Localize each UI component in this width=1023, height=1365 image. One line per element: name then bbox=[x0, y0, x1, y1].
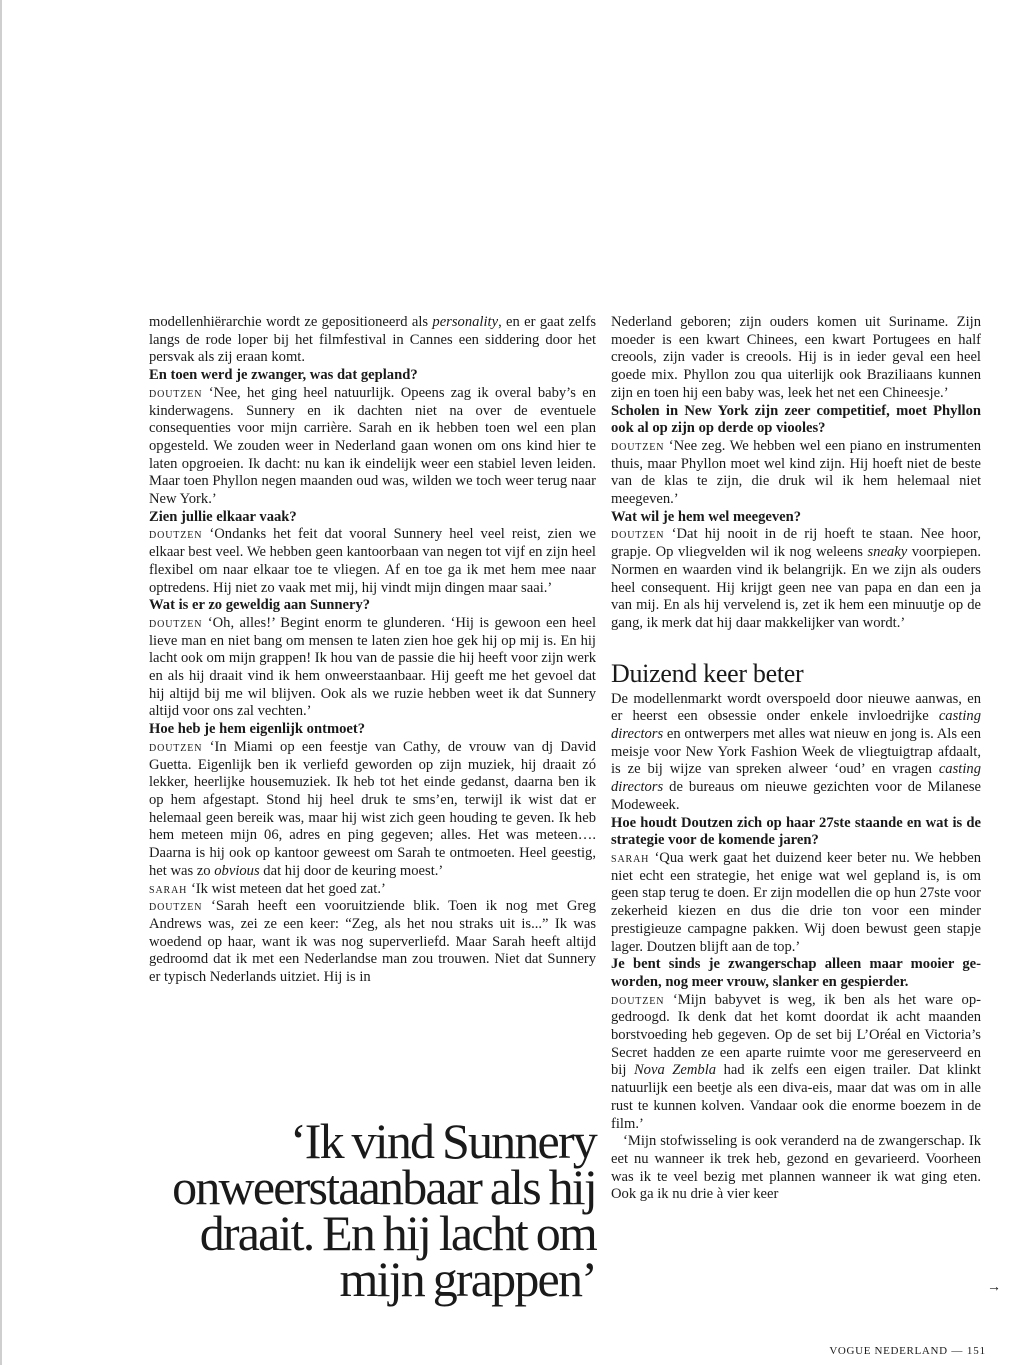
text-run: voorpiepen. Normen en waarden vind ik belangrijk. En we zijn als ouders heel consequent. Hij krijgt geen nee van papa en dan een ja van mij. En als hij vervelend is, zet ik hem een minuutje op de gang, ik merk dat hij daar makkelijker van wordt.’ bbox=[611, 544, 981, 631]
speaker-name: doutzen bbox=[611, 526, 665, 543]
speaker-name: sarah bbox=[611, 849, 650, 866]
interview-answer bbox=[149, 385, 596, 509]
speaker-name: doutzen bbox=[149, 738, 203, 755]
speaker-name: doutzen bbox=[149, 614, 203, 631]
italic-text: casting directors bbox=[611, 761, 981, 796]
interview-answer bbox=[611, 438, 981, 509]
italic-text: personality bbox=[432, 314, 499, 330]
text-run: de bureaus om nieuwe gezichten voor de Milanese Modeweek. bbox=[611, 779, 981, 813]
text-run: ‘Qua werk gaat het duizend keer beter nu. We hebben niet echt een strategie, het enige wat wel gepland is, is om geen stap terug te doen. Er zijn modellen die op hun 27ste voor zekerheid kiezen en dus die drie ton voor een minder prestigieuze campagne pakken. Wij doen bewust geen stapje lager. Doutzen blijft aan de top.’ bbox=[611, 849, 981, 955]
section-heading: Duizend keer beter bbox=[611, 658, 804, 688]
interview-question: Hoe heb je hem eigenlijk ontmoet? bbox=[149, 721, 366, 738]
text-run: en ontwerpers met alles wat nieuw en jong is. Als een meisje voor New York Fashion Week de vliegtuigtrap afdaalt, is ze bij wijze van spreken alweer ‘oud’ en vragen bbox=[611, 726, 981, 778]
interview-answer bbox=[611, 850, 981, 956]
text-run: dat hij door de keuring moest.’ bbox=[259, 862, 444, 879]
speaker-name: doutzen bbox=[149, 898, 203, 915]
interview-question: Zien jullie elkaar vaak? bbox=[149, 508, 297, 525]
text-run: ‘Ondanks het feit dat vooral Sunnery heel veel reist, zien we elkaar best veel. We hebben geen kantoorbaan van negen tot vijf en zijn heel flexibel om naar elkaar toe te vliegen. Af en toe ga ik met hem mee naar optredens. Hij niet zo vaak met mij, hij vindt mijn dingen maar saai.’ bbox=[149, 526, 596, 596]
magazine-name: VOGUE NEDERLAND bbox=[829, 1345, 948, 1357]
text-run: ‘Mijn stofwisseling is ook veranderd na de zwangerschap. Ik eet nu wanneer ik trek heb, gezond en gevarieerd. Voorheen was ik te veel bezig met plannen wanneer ik wat ging eten. Ook ga ik nu drie à vier keer bbox=[611, 1133, 981, 1203]
text-run: De modellenmarkt wordt overspoeld door nieuwe aanwas, en er heerst een obsessie onder enkele invloedrijke bbox=[611, 690, 981, 725]
italic-text: obvious bbox=[214, 862, 260, 879]
speaker-name: doutzen bbox=[611, 437, 665, 454]
interview-question: Wat wil je hem wel meegeven? bbox=[611, 508, 802, 525]
body-paragraph bbox=[611, 314, 981, 403]
speaker-name: doutzen bbox=[149, 384, 203, 401]
text-run: ‘In Miami op een feestje van Cathy, de vrouw van dj David Guetta. Eigenlijk ben ik verliefd geworden op zijn muziek, hij draait zó lekker, heerlijke housemuziek. Ik heb tot het einde gedanst, daarna ben ik op hem afgestapt. Stond hij heel druk te sms’en, terwijl ik wist dat er helemaal geen bereik was, maar hij wist zich geen houding te geven. Ik heb hem meteen mijn 06, adres en ping gegeven; alles. Het was meteen…. Daarna is hij ook op kantoor geweest om Sarah te ontmoeten. Heel geestig, het was zo bbox=[149, 738, 596, 879]
body-paragraph bbox=[611, 1133, 981, 1204]
interview-answer bbox=[149, 881, 596, 899]
text-run: had ik zelfs een eigen trailer. Dat klinkt natuurlijk een beetje als een diva-eis, maar dat was om in alle rust te kunnen kolven. Vandaar ook die enorme boezem in de film.’ bbox=[611, 1062, 981, 1132]
speaker-name: doutzen bbox=[611, 991, 665, 1008]
text-run: ‘Nee zeg. We hebben wel een piano en instrumenten thuis, maar Phyllon moet wel kind zijn. Hij hoeft niet de beste van de klas te zijn, die druk wil ik hem helemaal niet meegeven.’ bbox=[611, 437, 981, 508]
text-run: ‘Oh, alles!’ Begint enorm te glunderen. ‘Hij is gewoon een heel lieve man en niet bang om mensen te laten zien hoe gek hij op mij is. En hij lacht ook om mijn grappen! Ik hou van de passie die hij heeft voor zijn werk en als hij draait vind ik hem onweerstaanbaar. Hij geeft me het gevoel dat hij altijd bij me wil blijven. Ook als we ruzie hebben weet ik dat Sunnery altijd voor ons zal vechten.’ bbox=[149, 614, 597, 720]
page-edge bbox=[0, 0, 2, 1365]
interview-question: En toen werd je zwanger, was dat gepland? bbox=[149, 367, 418, 384]
text-run: modellenhiërarchie wordt ze gepositioneerd als bbox=[149, 314, 433, 330]
interview-answer bbox=[149, 739, 596, 881]
text-run: ‘Sarah heeft een vooruitziende blik. Toen ik nog met Greg Andrews was, zei ze een keer: “Zeg, als het nou straks uit is...” Ik was woedend op haar, want ik was nog superverliefd. Maar Sarah heeft altijd gedroomd dat ik met een Nederlandse man zou trouwen. Niet dat Sunnery er typisch Nederlands uitziet. Hij is in bbox=[149, 898, 596, 986]
text-run: ‘Mijn babyvet is weg, ik ben als het ware opgedroogd. Ik denk dat het komt doordat ik acht maanden borstvoeding heb gegeven. Op de set bij L’Oréal en Victoria’s Secret hadden ze een aparte ruimte voor me gereserveerd en bij bbox=[611, 991, 981, 1079]
italic-text: casting directors bbox=[611, 708, 981, 743]
interview-question: Je bent sinds je zwangerschap alleen maar mooier geworden, nog meer vrouw, slanker en gespierder. bbox=[611, 956, 981, 990]
speaker-name: doutzen bbox=[149, 526, 203, 543]
text-run: , en er gaat zelfs langs de rode loper bij het filmfestival in Cannes een siddering door het persvak als zij eraan komt. bbox=[149, 314, 596, 366]
interview-answer bbox=[149, 898, 596, 987]
italic-text: Nova Zembla bbox=[633, 1062, 717, 1079]
text-run: ‘Nee, het ging heel natuurlijk. Opeens zag ik overal baby’s en kinderwagens. Sunnery en ik dachten niet na over de eventuele consequenties voor mijn carrière. Sarah en ik hebben toen wel een plan opgesteld. We zouden weer in Nederland gaan wonen om ons kind hier te laten opgroeien. Ik dacht: nu kan ik eindelijk weer een stabiel leven leiden. Maar toen Phyllon negen maanden oud was, wilden we toch weer terug naar New York.’ bbox=[149, 384, 597, 508]
body-paragraph bbox=[149, 314, 596, 367]
body-paragraph bbox=[611, 691, 981, 815]
text-run: Nederland geboren; zijn ouders komen uit Suriname. Zijn moeder is een kwart Chinees, een kwart Portugees en half creools, zijn vader is creools. Hij is in ieder geval een heel goede mix. Phyllon zou qua uiterlijk ook Braziliaans kunnen zijn en toen hij een baby was, leek het net een Chineesje.’ bbox=[611, 314, 981, 401]
pull-quote: ‘Ik vind Sunnery onweerstaanbaar als hij draait. En hij lacht om mijn grappen’ bbox=[172, 1113, 596, 1307]
article-column-left bbox=[149, 314, 596, 987]
interview-answer bbox=[611, 992, 981, 1134]
italic-text: sneaky bbox=[867, 544, 908, 561]
interview-answer bbox=[149, 615, 596, 721]
interview-question: Scholen in New York zijn zeer competitief, moet Phyllon ook al op zijn op derde op viooles? bbox=[611, 402, 981, 437]
interview-question: Wat is er zo geweldig aan Sunnery? bbox=[149, 597, 371, 614]
text-run: ‘Dat hij nooit in de rij hoeft te staan. Nee hoor, grapje. Op vliegvelden wil ik nog weleens bbox=[611, 526, 981, 561]
continue-arrow-icon: → bbox=[987, 1280, 1001, 1295]
text-run: ‘Ik wist meteen dat het goed zat.’ bbox=[190, 880, 386, 897]
speaker-name: sarah bbox=[149, 880, 188, 897]
article-column-right bbox=[611, 314, 981, 1204]
page-number: 151 bbox=[966, 1345, 986, 1357]
interview-question: Hoe houdt Doutzen zich op haar 27ste staande en wat is de strategie voor de komende jaren? bbox=[611, 814, 981, 849]
footer-separator: — bbox=[951, 1345, 964, 1357]
interview-answer bbox=[611, 526, 981, 632]
interview-answer bbox=[149, 526, 596, 597]
page-footer bbox=[829, 1345, 986, 1357]
